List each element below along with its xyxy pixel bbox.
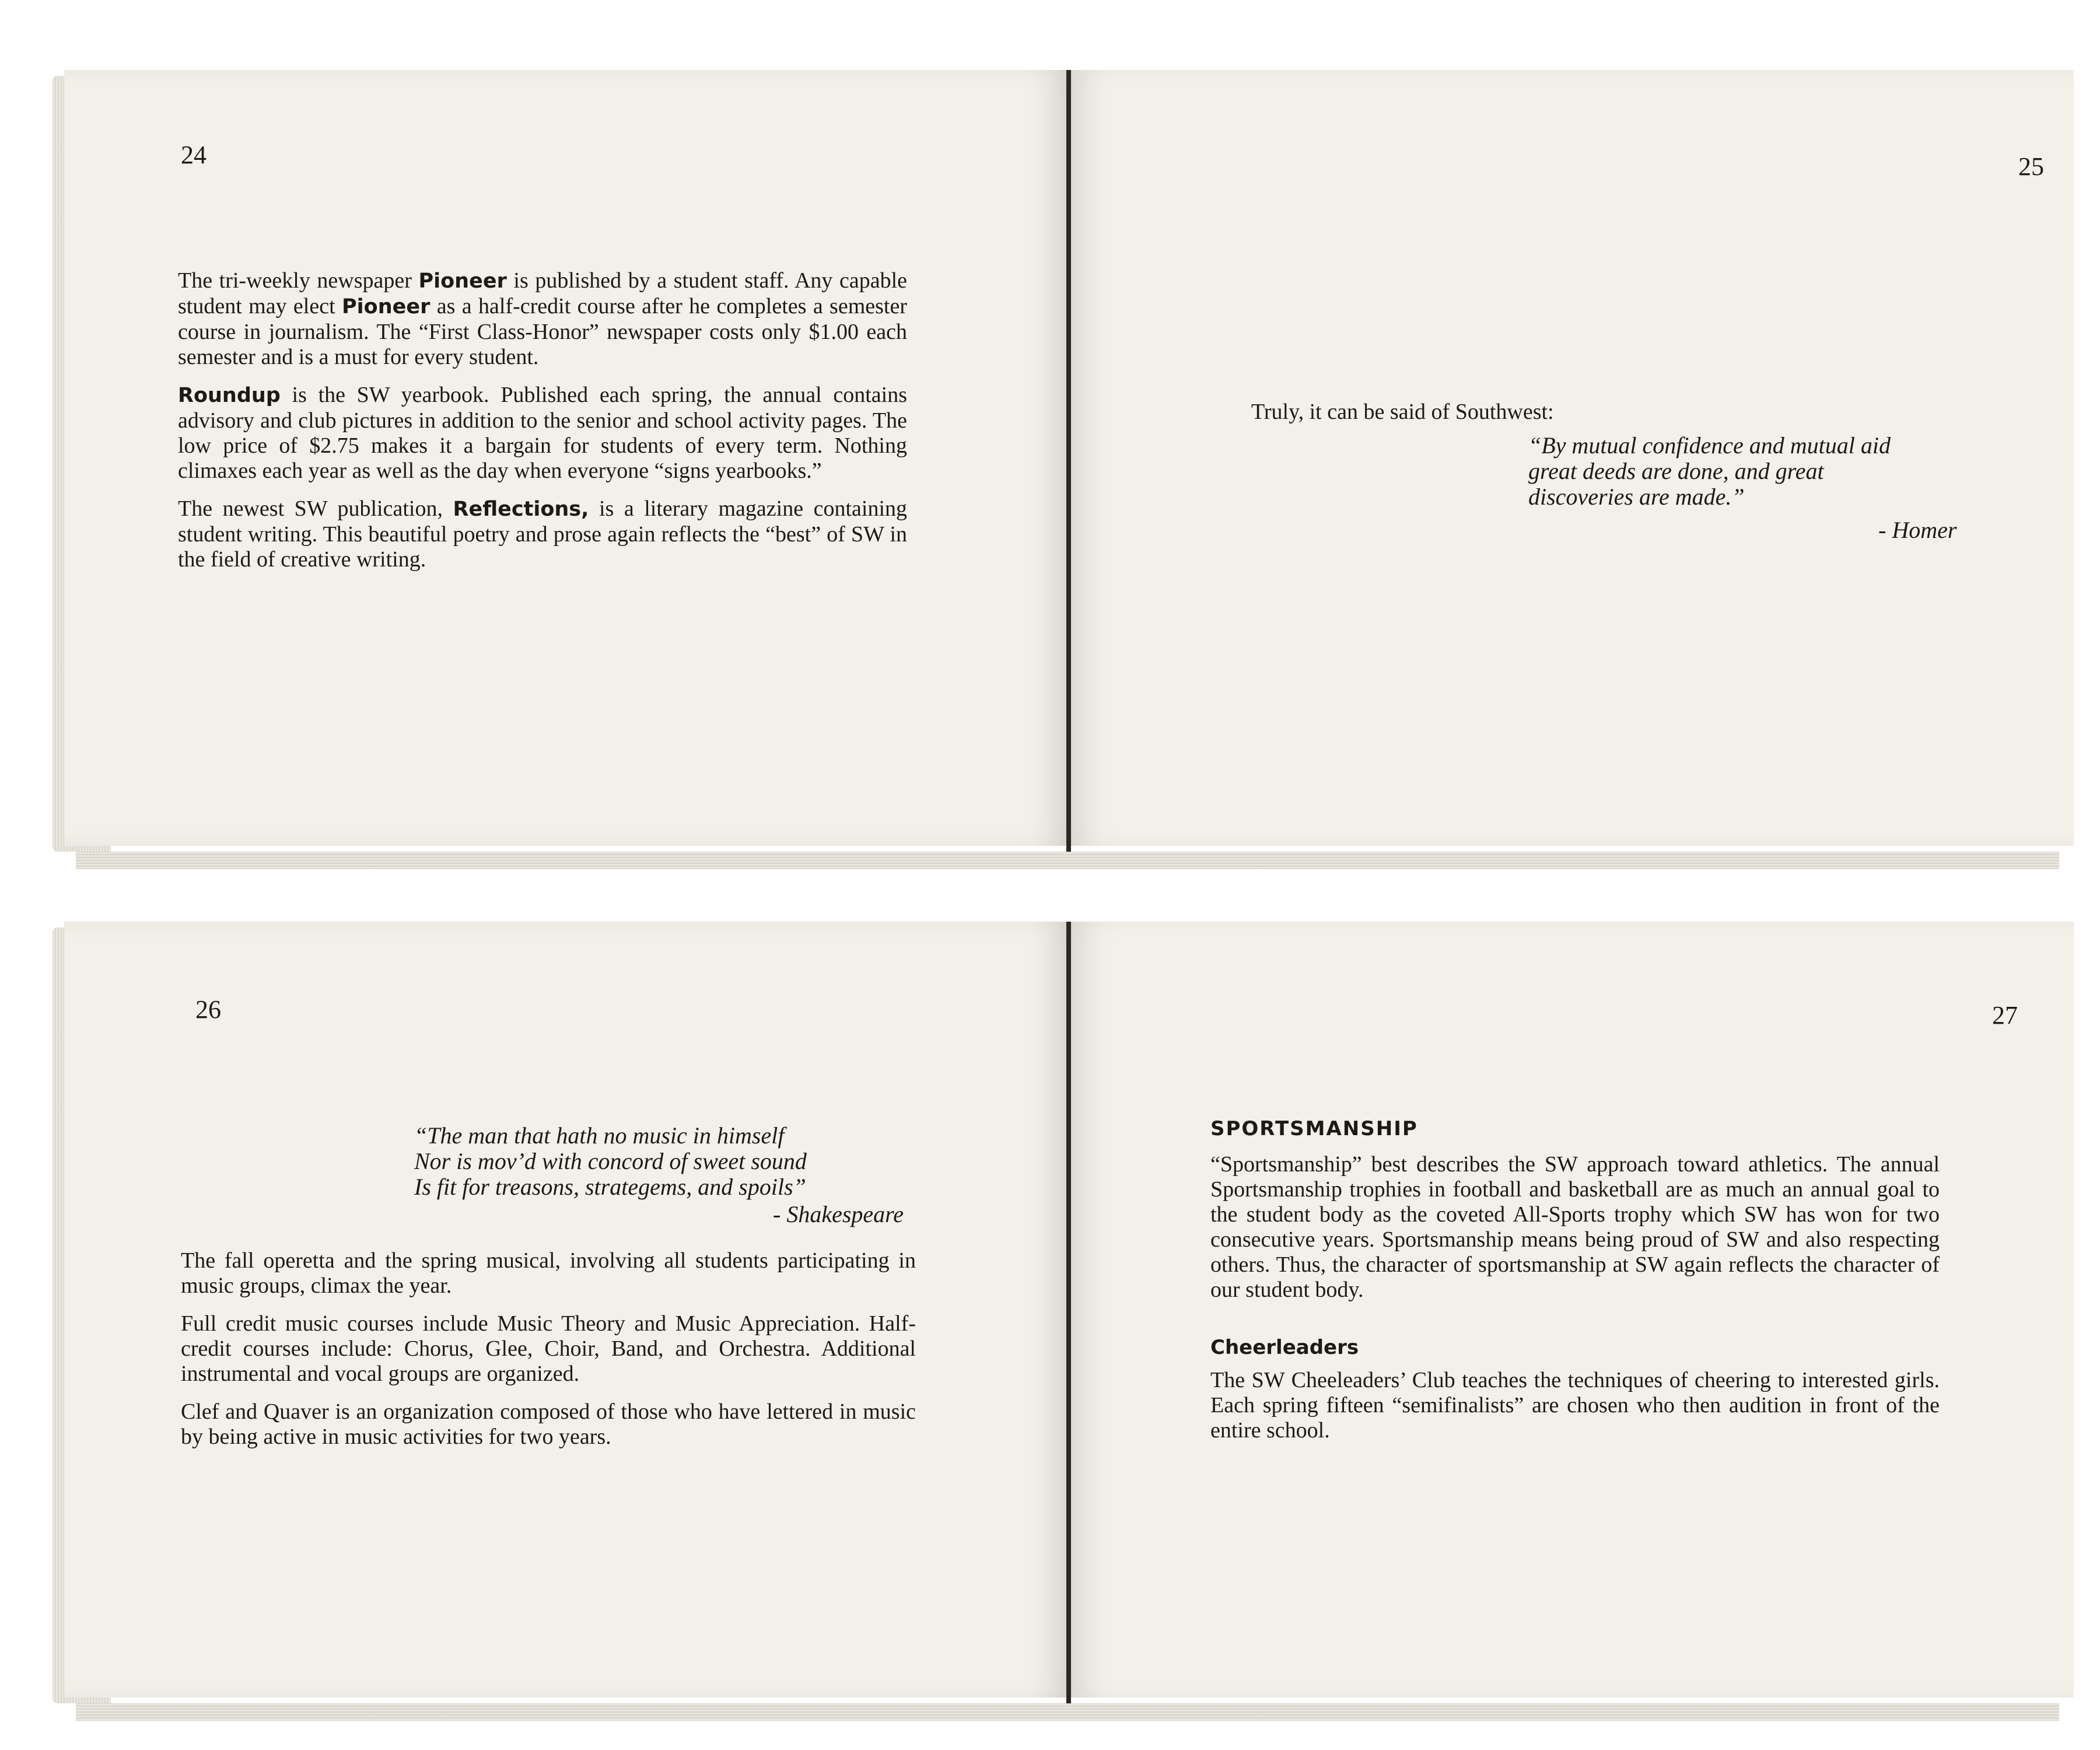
paragraph-operetta: The fall operetta and the spring musical, involving all students participating in music groups, climax the year.	[181, 1248, 916, 1298]
quote-attribution: - Homer	[1878, 517, 1957, 543]
paragraph-clef-quaver: Clef and Quaver is an organization composed of those who have lettered in music by being active in music activities for two years.	[181, 1399, 916, 1449]
homer-quote: “By mutual confidence and mutual aid great deeds are done, and great discoveries are made.”	[1528, 432, 1891, 510]
pioneer-title: Pioneer	[342, 295, 430, 318]
paragraph-music-courses: Full credit music courses include Music Theory and Music Appreciation. Half-credit courses include: Chorus, Glee, Choir, Band, and Orchestra. Additional instrumental and vocal groups are organized.	[181, 1311, 916, 1386]
paragraph-pioneer: The tri-weekly newspaper Pioneer is published by a student staff. Any capable student may elect Pioneer as a half-credit course after he completes a semester course in journalism. The “First Class-Honor” newspaper costs only $1.00 each semester and is a must for every student.	[178, 268, 908, 369]
page-number: 25	[2018, 152, 2044, 181]
subsection-heading: Cheerleaders	[1210, 1336, 1359, 1359]
page-edges-bottom	[76, 852, 2059, 869]
page-25	[1070, 70, 2074, 846]
spread-pages-24-25	[52, 52, 2065, 869]
quote-attribution: - Shakespeare	[773, 1201, 904, 1227]
page-24-body	[178, 268, 907, 585]
page-number: 24	[181, 141, 206, 169]
reflections-title: Reflections,	[453, 498, 589, 521]
roundup-title: Roundup	[178, 384, 281, 407]
page-24	[64, 70, 1068, 846]
section-heading: SPORTSMANSHIP	[1210, 1117, 1418, 1140]
quote-intro: Truly, it can be said of Southwest:	[1251, 400, 1554, 424]
binding-gutter	[1066, 922, 1071, 1703]
page-26	[64, 922, 1068, 1698]
paragraph-reflections: The newest SW publication, Reflections, is a literary magazine containing student writing. This beautiful poetry and prose again reflects the “best” of SW in the field of creative writing.	[178, 496, 907, 572]
paragraph-roundup: Roundup is the SW yearbook. Published each spring, the annual contains advisory and club pictures in addition to the senior and school activity pages. The low price of $2.75 makes it a bargain for students of every term. Nothing climaxes each year as well as the day when everyone “signs yearbooks.”	[178, 383, 907, 483]
page-number: 26	[195, 995, 221, 1024]
binding-gutter	[1066, 70, 1071, 852]
pioneer-title: Pioneer	[418, 270, 507, 293]
spread-pages-26-27	[52, 904, 2065, 1721]
paragraph-cheerleaders: The SW Cheeleaders’ Club teaches the techniques of cheering to interested girls. Each spring fifteen “semifinalists” are chosen who then audition in front of the entire school.	[1210, 1368, 1940, 1443]
page-number: 27	[1992, 1001, 2018, 1030]
shakespeare-quote: “The man that hath no music in himself Nor is mov’d with concord of sweet sound Is fit for treasons, strategems, and spoils”	[414, 1122, 807, 1200]
page-edges-bottom	[76, 1703, 2059, 1721]
page-27	[1070, 922, 2074, 1698]
paragraph-sportsmanship: “Sportsmanship” best describes the SW approach toward athletics. The annual Sportsmanship trophies in football and basketball are as much an annual goal to the student body as the coveted All-Sports trophy which SW has won for two consecutive years. Sportsmanship means being proud of SW and also respecting others. Thus, the character of sportsmanship at SW again reflects the character of our student body.	[1210, 1152, 1940, 1302]
page-26-body	[181, 1248, 916, 1462]
